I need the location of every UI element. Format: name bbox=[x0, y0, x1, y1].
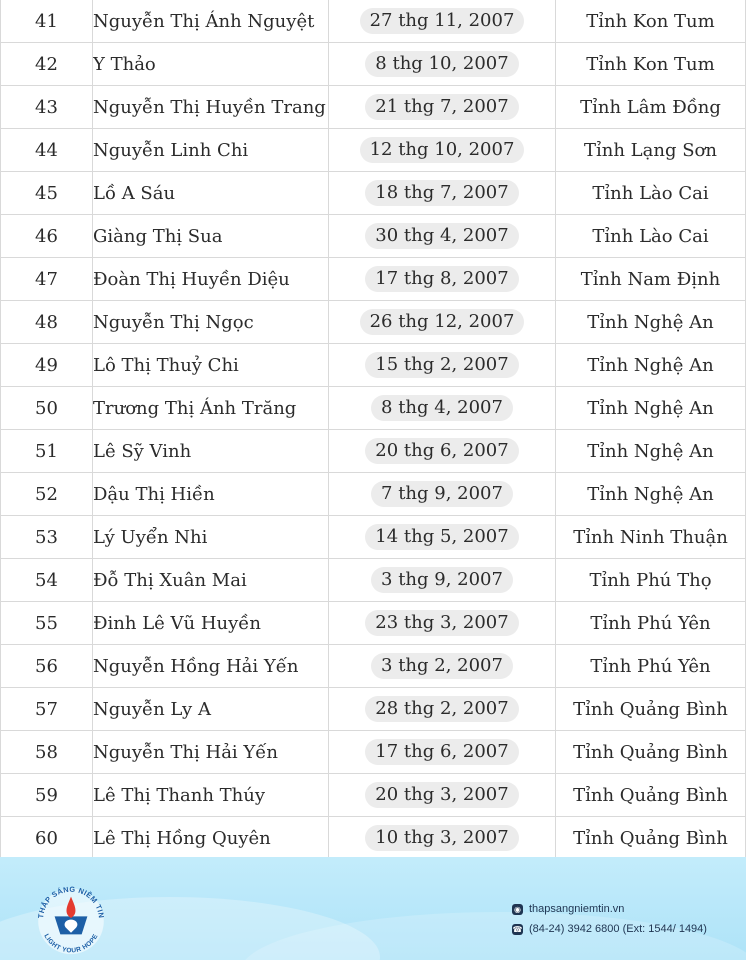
birth-date: 17 thg 8, 2007 bbox=[365, 266, 518, 292]
student-name: Nguyễn Thị Hải Yến bbox=[93, 731, 329, 774]
birth-date: 8 thg 4, 2007 bbox=[371, 395, 513, 421]
row-number: 50 bbox=[1, 387, 93, 430]
student-name: Nguyễn Ly A bbox=[93, 688, 329, 731]
student-name: Đỗ Thị Xuân Mai bbox=[93, 559, 329, 602]
row-number: 52 bbox=[1, 473, 93, 516]
province: Tỉnh Lạng Sơn bbox=[556, 129, 746, 172]
province: Tỉnh Lào Cai bbox=[556, 172, 746, 215]
row-number: 56 bbox=[1, 645, 93, 688]
birth-date-cell bbox=[329, 516, 556, 559]
table-row bbox=[1, 43, 746, 86]
student-name: Nguyễn Thị Ánh Nguyệt bbox=[93, 0, 329, 43]
province: Tỉnh Nghệ An bbox=[556, 473, 746, 516]
row-number: 53 bbox=[1, 516, 93, 559]
roster-body bbox=[1, 0, 746, 860]
student-name: Đinh Lê Vũ Huyền bbox=[93, 602, 329, 645]
website-row bbox=[512, 899, 707, 919]
student-name: Lê Thị Thanh Thúy bbox=[93, 774, 329, 817]
table-row bbox=[1, 215, 746, 258]
student-name: Nguyễn Thị Ngọc bbox=[93, 301, 329, 344]
province: Tỉnh Quảng Bình bbox=[556, 817, 746, 860]
phone-row bbox=[512, 919, 707, 939]
table-row bbox=[1, 430, 746, 473]
row-number: 60 bbox=[1, 817, 93, 860]
phone-icon: ☎ bbox=[512, 924, 523, 934]
birth-date-cell bbox=[329, 172, 556, 215]
birth-date: 3 thg 9, 2007 bbox=[371, 567, 513, 593]
globe-icon: ◉ bbox=[512, 904, 523, 915]
thap-sang-niem-tin-logo bbox=[30, 877, 112, 959]
table-row bbox=[1, 645, 746, 688]
student-name: Lồ A Sáu bbox=[93, 172, 329, 215]
birth-date-cell bbox=[329, 688, 556, 731]
row-number: 49 bbox=[1, 344, 93, 387]
table-row bbox=[1, 301, 746, 344]
row-number: 44 bbox=[1, 129, 93, 172]
province: Tỉnh Quảng Bình bbox=[556, 688, 746, 731]
student-name: Lê Sỹ Vinh bbox=[93, 430, 329, 473]
province: Tỉnh Kon Tum bbox=[556, 43, 746, 86]
province: Tỉnh Lào Cai bbox=[556, 215, 746, 258]
birth-date: 28 thg 2, 2007 bbox=[365, 696, 518, 722]
birth-date-cell bbox=[329, 301, 556, 344]
student-name: Nguyễn Hồng Hải Yến bbox=[93, 645, 329, 688]
birth-date: 21 thg 7, 2007 bbox=[365, 94, 518, 120]
birth-date-cell bbox=[329, 129, 556, 172]
table-row bbox=[1, 817, 746, 860]
birth-date: 18 thg 7, 2007 bbox=[365, 180, 518, 206]
province: Tỉnh Nghệ An bbox=[556, 387, 746, 430]
birth-date: 26 thg 12, 2007 bbox=[360, 309, 525, 335]
table-row bbox=[1, 387, 746, 430]
birth-date: 7 thg 9, 2007 bbox=[371, 481, 513, 507]
birth-date: 20 thg 3, 2007 bbox=[365, 782, 518, 808]
website-text: thapsangniemtin.vn bbox=[529, 903, 625, 915]
student-name: Y Thảo bbox=[93, 43, 329, 86]
table-row bbox=[1, 559, 746, 602]
table-row bbox=[1, 602, 746, 645]
province: Tỉnh Kon Tum bbox=[556, 0, 746, 43]
logo-text-bottom: LIGHT YOUR HOPE bbox=[42, 932, 100, 955]
row-number: 43 bbox=[1, 86, 93, 129]
student-name: Nguyễn Thị Huyền Trang bbox=[93, 86, 329, 129]
province: Tỉnh Phú Yên bbox=[556, 645, 746, 688]
row-number: 51 bbox=[1, 430, 93, 473]
table-row bbox=[1, 172, 746, 215]
birth-date-cell bbox=[329, 645, 556, 688]
birth-date-cell bbox=[329, 43, 556, 86]
province: Tỉnh Ninh Thuận bbox=[556, 516, 746, 559]
birth-date-cell bbox=[329, 258, 556, 301]
province: Tỉnh Quảng Bình bbox=[556, 731, 746, 774]
province: Tỉnh Lâm Đồng bbox=[556, 86, 746, 129]
contact-info bbox=[512, 899, 707, 939]
student-name: Dậu Thị Hiền bbox=[93, 473, 329, 516]
logo-text-top: THẮP SÁNG NIỀM TIN bbox=[36, 884, 106, 919]
student-name: Giàng Thị Sua bbox=[93, 215, 329, 258]
birth-date: 30 thg 4, 2007 bbox=[365, 223, 518, 249]
birth-date-cell bbox=[329, 473, 556, 516]
province: Tỉnh Phú Yên bbox=[556, 602, 746, 645]
student-name: Đoàn Thị Huyền Diệu bbox=[93, 258, 329, 301]
birth-date-cell bbox=[329, 387, 556, 430]
birth-date-cell bbox=[329, 817, 556, 860]
province: Tỉnh Nam Định bbox=[556, 258, 746, 301]
province: Tỉnh Nghệ An bbox=[556, 301, 746, 344]
row-number: 59 bbox=[1, 774, 93, 817]
phone-text: (84-24) 3942 6800 (Ext: 1544/ 1494) bbox=[529, 923, 707, 935]
row-number: 58 bbox=[1, 731, 93, 774]
birth-date: 23 thg 3, 2007 bbox=[365, 610, 518, 636]
birth-date-cell bbox=[329, 344, 556, 387]
table-row bbox=[1, 86, 746, 129]
row-number: 46 bbox=[1, 215, 93, 258]
table-row bbox=[1, 688, 746, 731]
birth-date: 10 thg 3, 2007 bbox=[365, 825, 518, 851]
province: Tỉnh Nghệ An bbox=[556, 430, 746, 473]
birth-date-cell bbox=[329, 559, 556, 602]
table-row bbox=[1, 258, 746, 301]
table-row bbox=[1, 473, 746, 516]
birth-date: 12 thg 10, 2007 bbox=[360, 137, 525, 163]
birth-date-cell bbox=[329, 86, 556, 129]
student-name: Trương Thị Ánh Trăng bbox=[93, 387, 329, 430]
row-number: 45 bbox=[1, 172, 93, 215]
province: Tỉnh Phú Thọ bbox=[556, 559, 746, 602]
row-number: 57 bbox=[1, 688, 93, 731]
table-row bbox=[1, 0, 746, 43]
table-row bbox=[1, 731, 746, 774]
row-number: 54 bbox=[1, 559, 93, 602]
birth-date: 27 thg 11, 2007 bbox=[360, 8, 525, 34]
student-name: Lê Thị Hồng Quyên bbox=[93, 817, 329, 860]
row-number: 47 bbox=[1, 258, 93, 301]
table-row bbox=[1, 129, 746, 172]
birth-date: 17 thg 6, 2007 bbox=[365, 739, 518, 765]
table-row bbox=[1, 774, 746, 817]
student-name: Nguyễn Linh Chi bbox=[93, 129, 329, 172]
province: Tỉnh Nghệ An bbox=[556, 344, 746, 387]
birth-date: 8 thg 10, 2007 bbox=[365, 51, 518, 77]
table-row bbox=[1, 516, 746, 559]
row-number: 48 bbox=[1, 301, 93, 344]
row-number: 55 bbox=[1, 602, 93, 645]
footer-banner bbox=[0, 857, 746, 960]
student-name: Lý Uyển Nhi bbox=[93, 516, 329, 559]
birth-date: 15 thg 2, 2007 bbox=[365, 352, 518, 378]
birth-date: 14 thg 5, 2007 bbox=[365, 524, 518, 550]
province: Tỉnh Quảng Bình bbox=[556, 774, 746, 817]
student-name: Lô Thị Thuỷ Chi bbox=[93, 344, 329, 387]
table-row bbox=[1, 344, 746, 387]
birth-date-cell bbox=[329, 731, 556, 774]
birth-date: 20 thg 6, 2007 bbox=[365, 438, 518, 464]
row-number: 42 bbox=[1, 43, 93, 86]
birth-date-cell bbox=[329, 215, 556, 258]
birth-date-cell bbox=[329, 0, 556, 43]
row-number: 41 bbox=[1, 0, 93, 43]
birth-date: 3 thg 2, 2007 bbox=[371, 653, 513, 679]
birth-date-cell bbox=[329, 602, 556, 645]
birth-date-cell bbox=[329, 430, 556, 473]
birth-date-cell bbox=[329, 774, 556, 817]
